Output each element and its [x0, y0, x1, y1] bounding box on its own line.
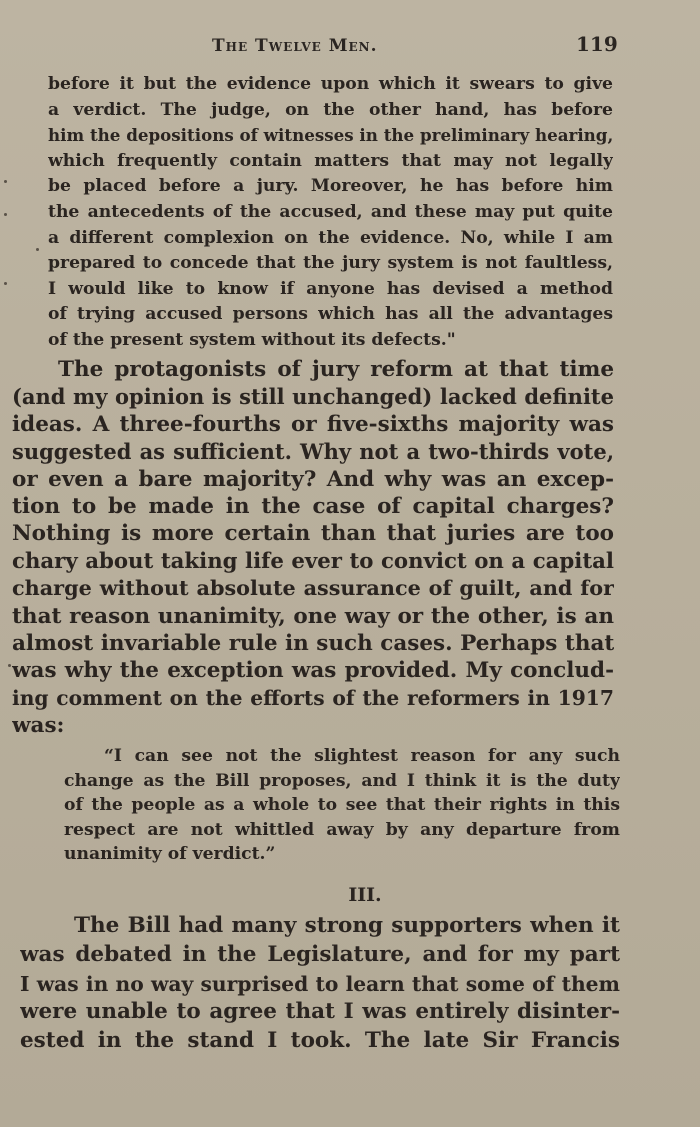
- block-quote: [64, 744, 620, 867]
- text-line: charge without absolute assurance of guilt, and for: [12, 576, 614, 601]
- text-line: was:: [12, 713, 65, 739]
- text-line: “I can see not the slightest reason for any such: [104, 746, 620, 766]
- text-line: a verdict. The judge, on the other hand, has before: [48, 99, 613, 120]
- text-line: were unable to agree that I was entirely disinter-: [20, 999, 620, 1025]
- text-line: before it but the evidence upon which it swears to give: [48, 74, 613, 94]
- text-line: or even a bare majority? And why was an excep-: [12, 466, 614, 492]
- margin-speck: [36, 248, 39, 251]
- text-line: respect are not whittled away by any departure from: [64, 819, 620, 840]
- page-header: [0, 30, 700, 60]
- text-line: unanimity of verdict.”: [64, 844, 276, 864]
- text-line: ested in the stand I took. The late Sir Francis: [20, 1028, 620, 1054]
- text-line: Nothing is more certain than that juries are too: [12, 521, 614, 547]
- text-line: the antecedents of the accused, and these may put quite: [48, 201, 613, 222]
- text-line: that reason unanimity, one way or the other, is an: [12, 603, 614, 629]
- text-line: was debated in the Legislature, and for my part: [20, 941, 620, 967]
- text-line: The protagonists of jury reform at that time: [58, 357, 614, 382]
- margin-speck: [4, 180, 7, 183]
- text-line: change as the Bill proposes, and I think it is the duty: [64, 770, 620, 791]
- text-line: I was in no way surprised to learn that some of them: [20, 971, 620, 996]
- margin-speck: [4, 213, 7, 216]
- page-number: 119: [576, 32, 618, 56]
- text-line: which frequently contain matters that may not legally: [48, 150, 613, 171]
- text-line: him the depositions of witnesses in the preliminary hearing,: [48, 125, 613, 146]
- margin-speck: [8, 664, 11, 667]
- text-line: suggested as sufficient. Why not a two-thirds vote,: [12, 439, 614, 465]
- body-paragraph: [20, 912, 620, 1056]
- text-line: was why the exception was provided. My conclud-: [12, 658, 614, 684]
- text-line: almost invariable rule in such cases. Perhaps that: [12, 631, 614, 657]
- quote-continuation: [48, 72, 613, 354]
- section-heading: III.: [348, 884, 382, 906]
- text-line: I would like to know if anyone has devised a method: [48, 278, 613, 299]
- text-line: tion to be made in the case of capital charges?: [12, 494, 614, 520]
- text-line: prepared to concede that the jury system is not faultless,: [48, 253, 613, 274]
- running-title: The Twelve Men.: [212, 36, 378, 56]
- text-line: ing comment on the efforts of the reformers in 1917: [12, 685, 614, 710]
- text-line: The Bill had many strong supporters when it: [74, 913, 620, 938]
- text-line: of the people as a whole to see that their rights in this: [64, 795, 620, 815]
- text-line: of the present system without its defects.": [48, 329, 456, 350]
- text-line: chary about taking life ever to convict on a capital: [12, 548, 614, 574]
- body-paragraph: [12, 356, 614, 740]
- text-line: (and my opinion is still unchanged) lacked definite: [12, 384, 614, 410]
- text-line: a different complexion on the evidence. No, while I am: [48, 227, 613, 248]
- text-line: ideas. A three-fourths or five-sixths majority was: [12, 411, 614, 437]
- margin-speck: [4, 282, 7, 285]
- text-line: be placed before a jury. Moreover, he has before him: [48, 176, 613, 197]
- text-line: of trying accused persons which has all the advantages: [48, 304, 613, 325]
